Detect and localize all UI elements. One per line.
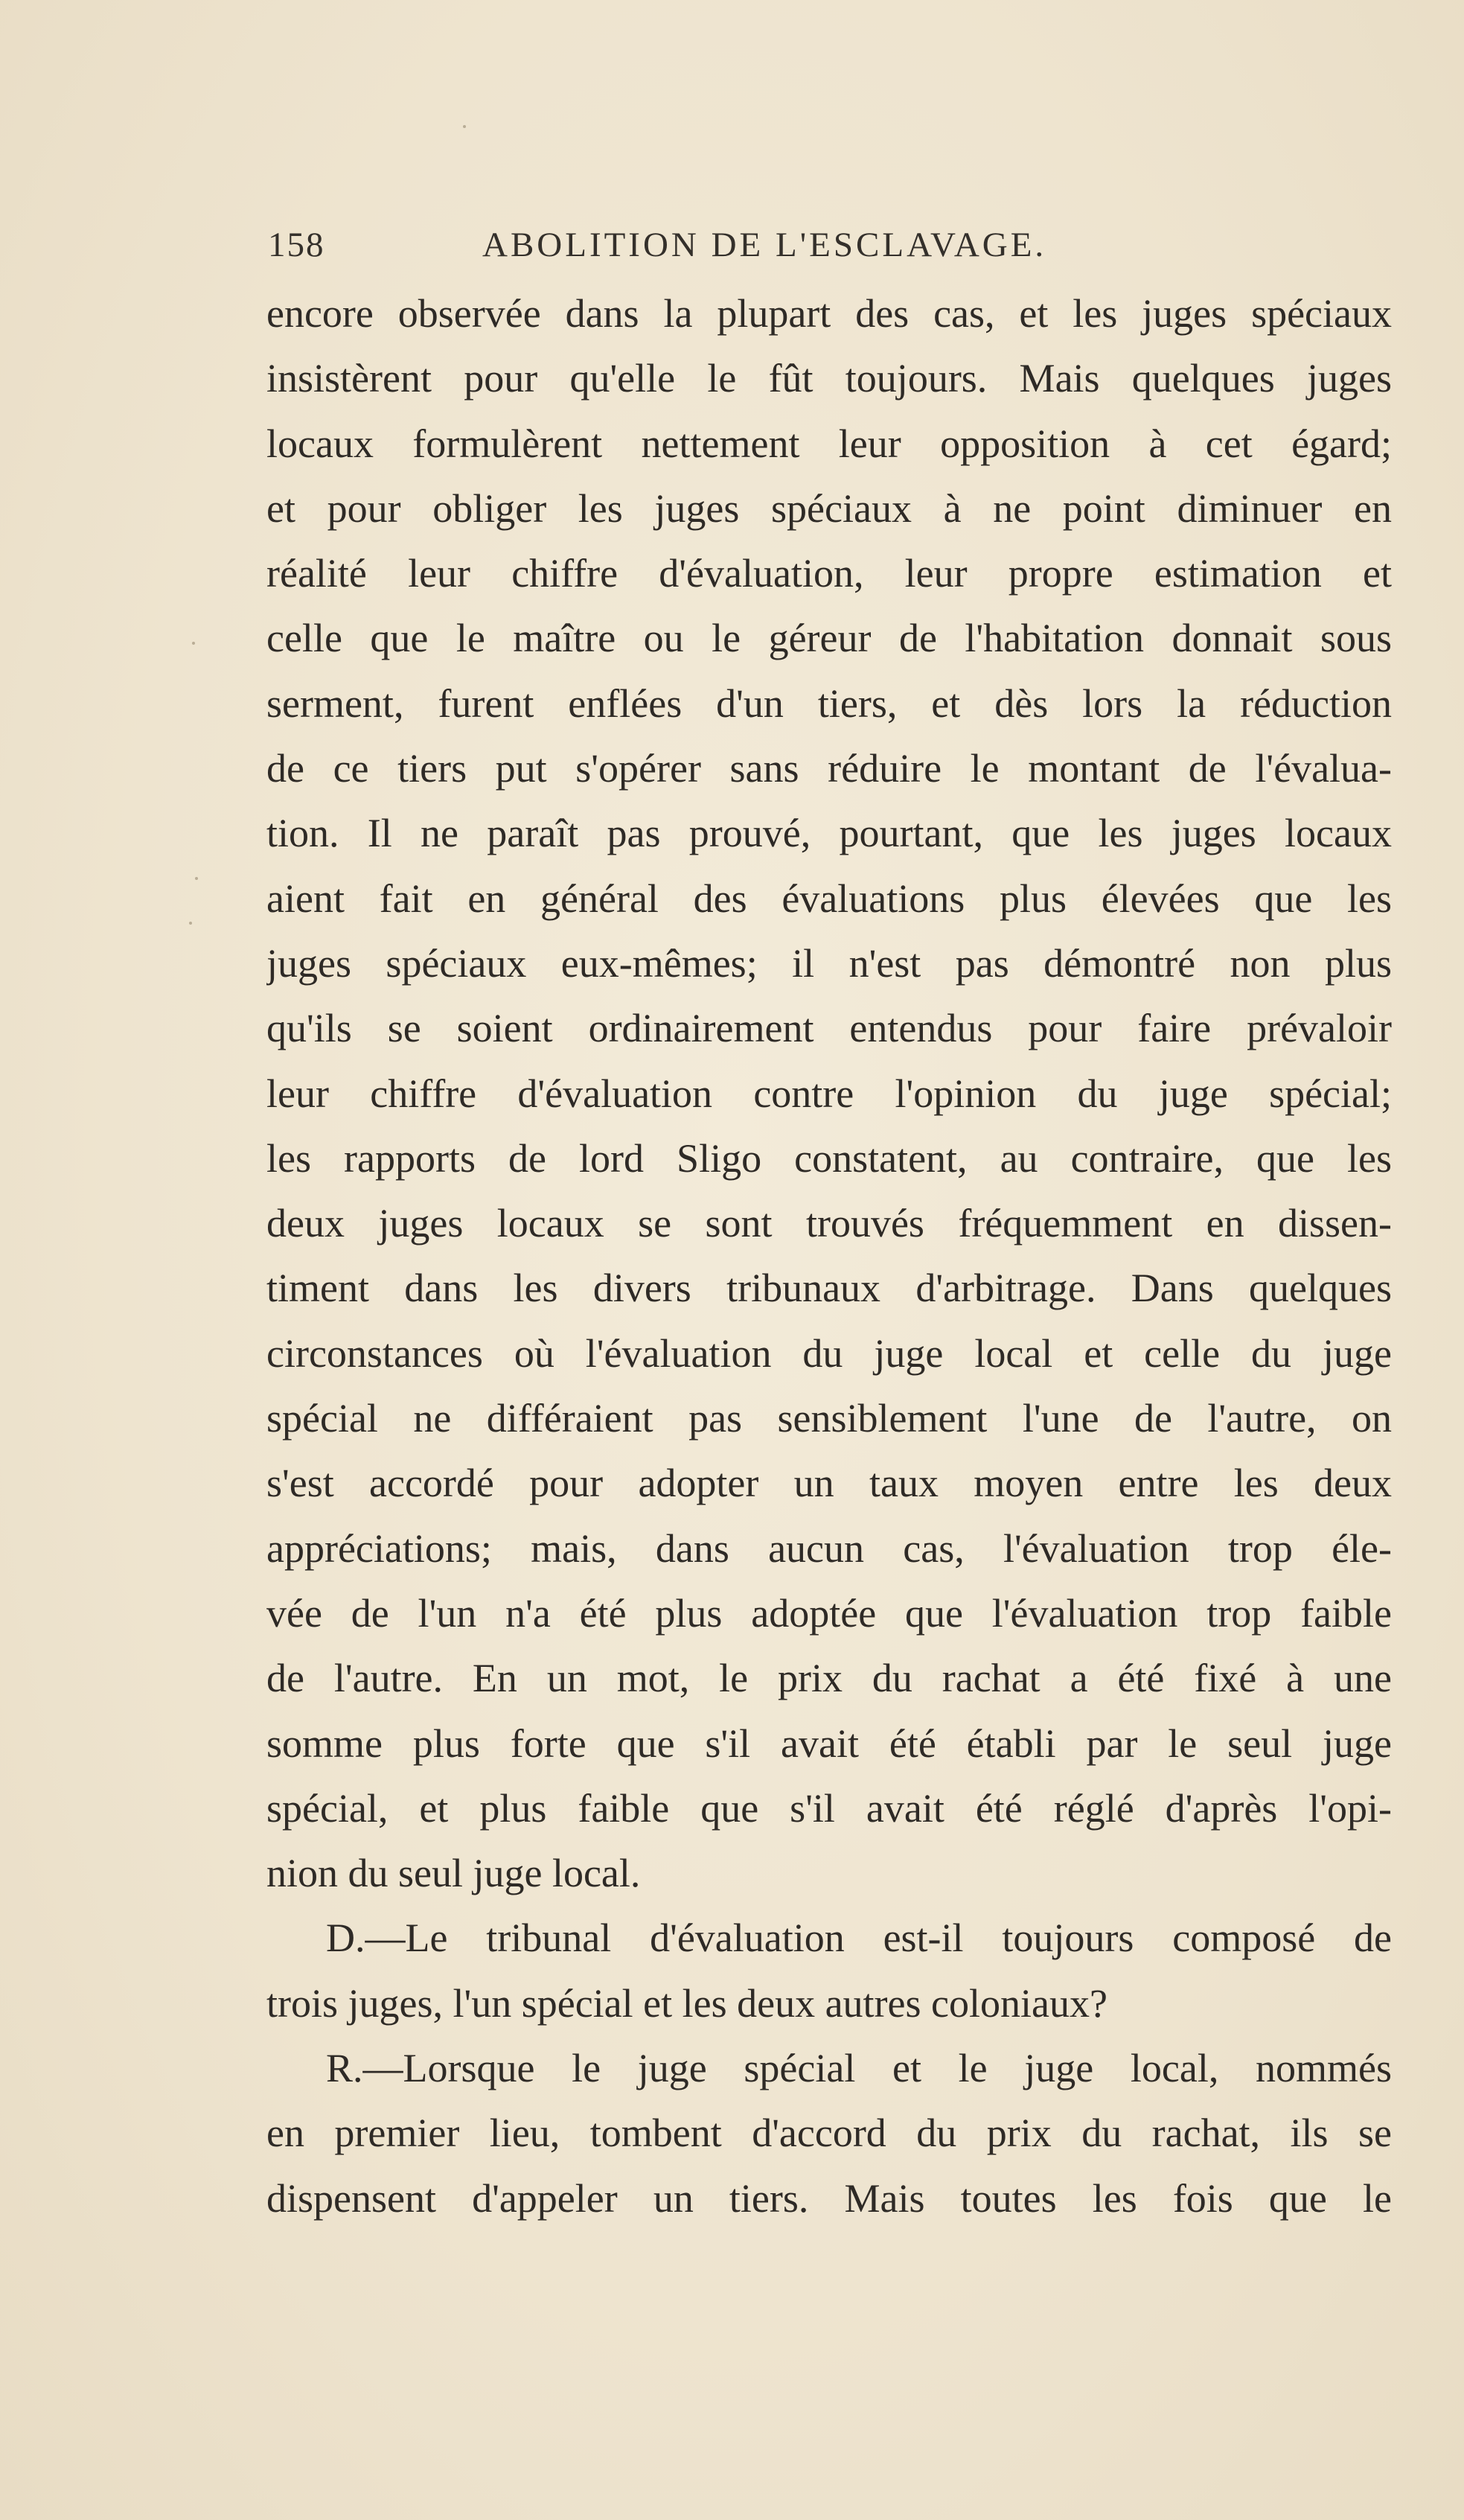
text-line: R.—Lorsque le juge spécial et le juge local, nommés <box>326 2046 1392 2091</box>
running-head <box>268 225 1206 269</box>
text-line: réalité leur chiffre d'évaluation, leur propre estimation et <box>266 551 1392 596</box>
text-line: serment, furent enflées d'un tiers, et dès lors la réduction <box>266 680 1392 726</box>
text-line: timent dans les divers tribunaux d'arbitrage. Dans quelques <box>266 1266 1392 1311</box>
text-line: trois juges, l'un spécial et les deux autres coloniaux? <box>266 1980 1107 2026</box>
text-line: locaux formulèrent nettement leur opposition à cet égard; <box>266 421 1392 466</box>
paper-speck <box>463 125 466 128</box>
text-line: appréciations; mais, dans aucun cas, l'évaluation trop éle- <box>266 1525 1392 1571</box>
text-line: insistèrent pour qu'elle le fût toujours. Mais quelques juges <box>266 356 1392 401</box>
paper-speck <box>189 922 192 925</box>
text-line: circonstances où l'évaluation du juge local et celle du juge <box>266 1330 1392 1376</box>
text-line: de ce tiers put s'opérer sans réduire le montant de l'évalua- <box>266 746 1392 791</box>
text-line: dispensent d'appeler un tiers. Mais toutes les fois que le <box>266 2175 1392 2221</box>
text-line: juges spéciaux eux-mêmes; il n'est pas démontré non plus <box>266 940 1392 986</box>
paper-speck <box>192 642 195 645</box>
text-line: vée de l'un n'a été plus adoptée que l'évaluation trop faible <box>266 1590 1392 1636</box>
text-line: tion. Il ne paraît pas prouvé, pourtant, que les juges locaux <box>266 811 1392 856</box>
text-line: les rapports de lord Sligo constatent, au contraire, que les <box>266 1135 1392 1181</box>
text-line: et pour obliger les juges spéciaux à ne point diminuer en <box>266 485 1392 531</box>
text-line: s'est accordé pour adopter un taux moyen entre les deux <box>266 1461 1392 1506</box>
running-title: ABOLITION DE L'ESCLAVAGE. <box>482 226 1047 264</box>
text-line: celle que le maître ou le géreur de l'habitation donnait sous <box>266 616 1392 661</box>
paper-speck <box>195 877 198 880</box>
text-line: encore observée dans la plupart des cas, et les juges spéciaux <box>266 291 1392 336</box>
text-line: somme plus forte que s'il avait été établi par le seul juge <box>266 1720 1392 1766</box>
text-line: spécial ne différaient pas sensiblement l'une de l'autre, on <box>266 1396 1392 1441</box>
text-line: aient fait en général des évaluations plus élevées que les <box>266 875 1392 921</box>
text-line: leur chiffre d'évaluation contre l'opinion du juge spécial; <box>266 1071 1392 1116</box>
text-line: nion du seul juge local. <box>266 1851 641 1896</box>
text-line: deux juges locaux se sont trouvés fréquemment en dissen- <box>266 1201 1392 1246</box>
text-line: en premier lieu, tombent d'accord du prix du rachat, ils se <box>266 2111 1392 2156</box>
page-number: 158 <box>268 226 325 264</box>
body-text <box>266 281 1392 2231</box>
text-line: de l'autre. En un mot, le prix du rachat a été fixé à une <box>266 1656 1392 1701</box>
text-line: spécial, et plus faible que s'il avait été réglé d'après l'opi- <box>266 1785 1392 1831</box>
text-line: D.—Le tribunal d'évaluation est-il toujours composé de <box>326 1915 1392 1961</box>
text-line: qu'ils se soient ordinairement entendus pour faire prévaloir <box>266 1006 1392 1051</box>
